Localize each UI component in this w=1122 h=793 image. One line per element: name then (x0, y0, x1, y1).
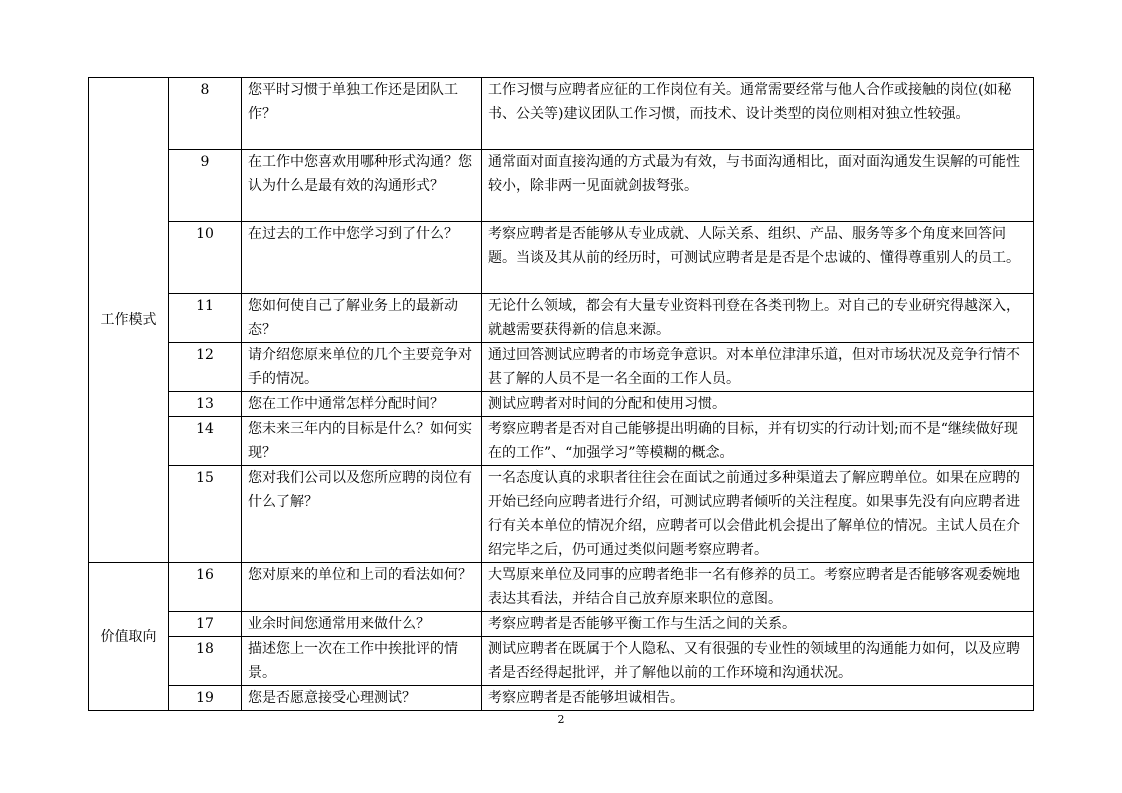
question-number-cell: 12 (169, 343, 242, 392)
answer-cell: 一名态度认真的求职者往往会在面试之前通过多种渠道去了解应聘单位。如果在应聘的开始已经向应聘者进行介绍，可测试应聘者倾听的关注程度。如果事先没有向应聘者进行有关本单位的情况介绍，应聘者可以会借此机会提出了解单位的情况。主试人员在介绍完毕之后，仍可通过类似问题考察应聘者。 (482, 466, 1034, 563)
question-number-cell: 9 (169, 150, 242, 222)
table-body (89, 78, 1034, 711)
question-cell: 您对我们公司以及您所应聘的岗位有什么了解？ (242, 466, 482, 563)
question-cell: 请介绍您原来单位的几个主要竞争对手的情况。 (242, 343, 482, 392)
answer-cell: 通常面对面直接沟通的方式最为有效，与书面沟通相比，面对面沟通发生误解的可能性较小，除非两一见面就剑拔弩张。 (482, 150, 1034, 222)
question-cell: 在工作中您喜欢用哪种形式沟通？您认为什么是最有效的沟通形式？ (242, 150, 482, 222)
question-number-cell: 11 (169, 294, 242, 343)
answer-cell: 通过回答测试应聘者的市场竞争意识。对本单位津津乐道，但对市场状况及竞争行情不甚了解的人员不是一名全面的工作人员。 (482, 343, 1034, 392)
question-number-cell: 19 (169, 686, 242, 711)
question-number-cell: 13 (169, 392, 242, 417)
category-cell: 价值取向 (89, 563, 169, 711)
answer-cell: 考察应聘者是否对自己能够提出明确的目标，并有切实的行动计划;而不是“继续做好现在的工作”、“加强学习”等模糊的概念。 (482, 417, 1034, 466)
question-cell: 您平时习惯于单独工作还是团队工作？ (242, 78, 482, 150)
question-cell: 描述您上一次在工作中挨批评的情景。 (242, 637, 482, 686)
answer-cell: 大骂原来单位及同事的应聘者绝非一名有修养的员工。考察应聘者是否能够客观委婉地表达其看法，并结合自己放弃原来职位的意图。 (482, 563, 1034, 612)
answer-cell: 考察应聘者是否能够平衡工作与生活之间的关系。 (482, 612, 1034, 637)
answer-cell: 无论什么领域，都会有大量专业资料刊登在各类刊物上。对自己的专业研究得越深入，就越需要获得新的信息来源。 (482, 294, 1034, 343)
question-cell: 您是否愿意接受心理测试？ (242, 686, 482, 711)
question-number-cell: 10 (169, 222, 242, 294)
question-number-cell: 18 (169, 637, 242, 686)
table-row (89, 612, 1034, 637)
answer-cell: 测试应聘者对时间的分配和使用习惯。 (482, 392, 1034, 417)
question-cell: 在过去的工作中您学习到了什么？ (242, 222, 482, 294)
question-cell: 您对原来的单位和上司的看法如何？ (242, 563, 482, 612)
category-cell: 工作模式 (89, 78, 169, 563)
question-cell: 您未来三年内的目标是什么？如何实现？ (242, 417, 482, 466)
question-number-cell: 8 (169, 78, 242, 150)
table-row (89, 637, 1034, 686)
question-number-cell: 14 (169, 417, 242, 466)
table-row (89, 222, 1034, 294)
table-row (89, 294, 1034, 343)
question-number-cell: 17 (169, 612, 242, 637)
table-row (89, 392, 1034, 417)
interview-question-table (88, 77, 1034, 711)
table-row (89, 343, 1034, 392)
question-number-cell: 15 (169, 466, 242, 563)
answer-cell: 测试应聘者在既属于个人隐私、又有很强的专业性的领域里的沟通能力如何，以及应聘者是否经得起批评，并了解他以前的工作环境和沟通状况。 (482, 637, 1034, 686)
table-row (89, 78, 1034, 150)
page-number: 2 (557, 713, 565, 726)
question-cell: 业余时间您通常用来做什么？ (242, 612, 482, 637)
answer-cell: 考察应聘者是否能够从专业成就、人际关系、组织、产品、服务等多个角度来回答问题。当谈及其从前的经历时，可测试应聘者是是否是个忠诚的、懂得尊重别人的员工。 (482, 222, 1034, 294)
table-row (89, 466, 1034, 563)
question-number-cell: 16 (169, 563, 242, 612)
table-row (89, 417, 1034, 466)
table-row (89, 150, 1034, 222)
answer-cell: 考察应聘者是否能够坦诚相告。 (482, 686, 1034, 711)
question-cell: 您在工作中通常怎样分配时间？ (242, 392, 482, 417)
table-row (89, 563, 1034, 612)
answer-cell: 工作习惯与应聘者应征的工作岗位有关。通常需要经常与他人合作或接触的岗位(如秘书、公关等)建议团队工作习惯，而技术、设计类型的岗位则相对独立性较强。 (482, 78, 1034, 150)
question-cell: 您如何使自己了解业务上的最新动态？ (242, 294, 482, 343)
table-row (89, 686, 1034, 711)
